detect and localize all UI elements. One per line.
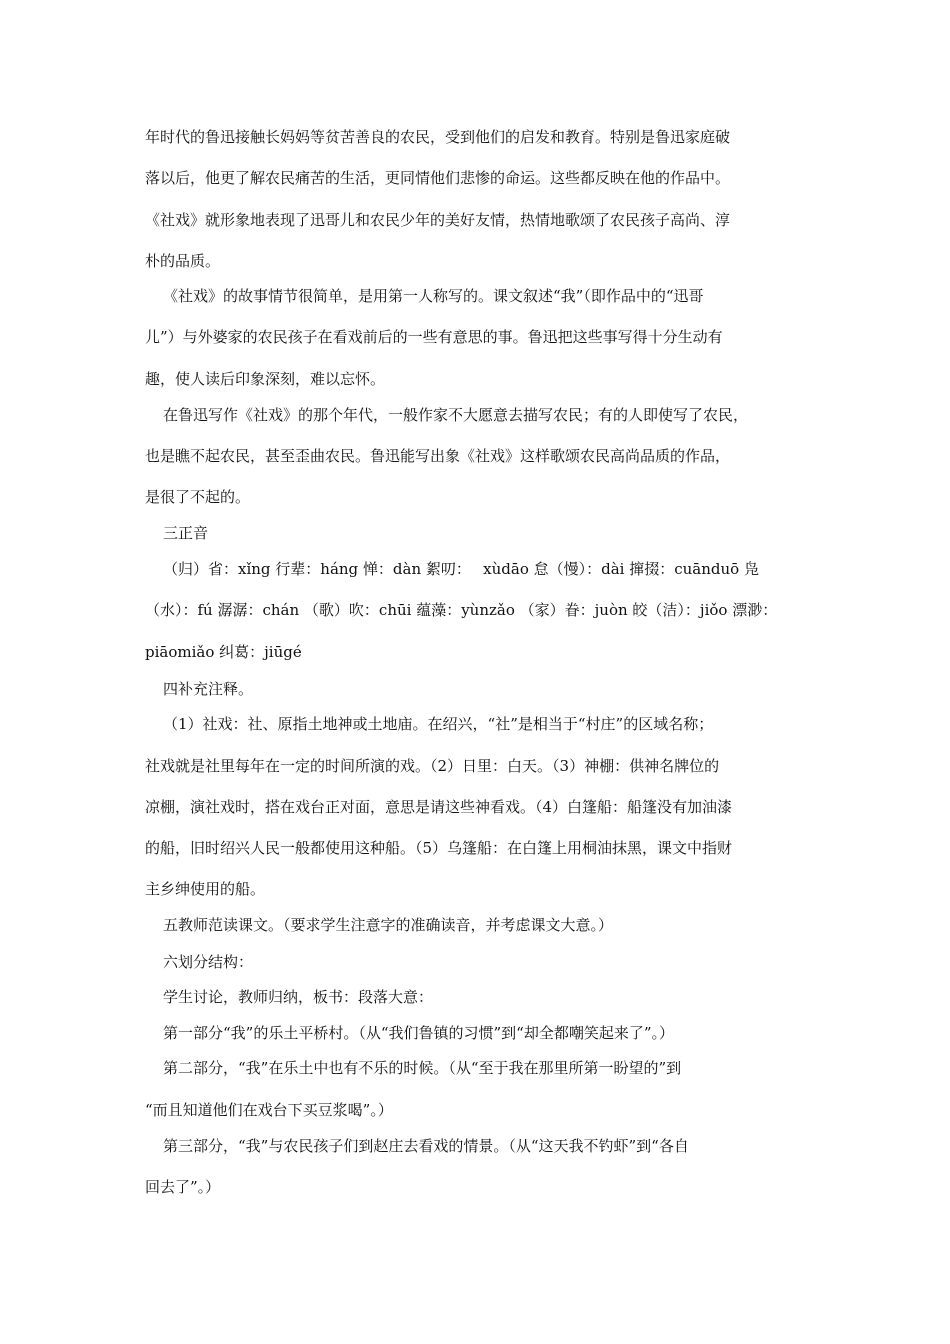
text-line: （1）社戏：社、原指土地神或土地庙。在绍兴，“社”是相当于“村庄”的区域名称； <box>163 715 714 733</box>
text-line: 学生讨论，教师归纳，板书：段落大意： <box>163 988 434 1006</box>
text-line: 是很了不起的。 <box>145 488 251 506</box>
text-line: 在鲁迅写作《社戏》的那个年代，一般作家不大愿意去描写农民；有的人即使写了农民， <box>163 406 749 424</box>
text-line: 年时代的鲁迅接触长妈妈等贫苦善良的农民，受到他们的启发和教育。特别是鲁迅家庭破 <box>145 128 731 146</box>
section-heading: 四补充注释。 <box>163 680 254 698</box>
text-line: 第一部分“我”的乐土平桥村。（从“我们鲁镇的习惯”到“却全都嘲笑起来了”。） <box>163 1024 675 1042</box>
text-line: （水）：fú 潺潺：chán （歌）吹：chūi 蕴藻：yùnzǎo （家）眷：juòn 皎（洁）：jiǒo 漂渺： <box>145 601 778 619</box>
section-heading: 六划分结构： <box>163 953 254 971</box>
text-line: piāomiǎo 纠葛：jiūgé <box>145 643 302 661</box>
text-line: “而且知道他们在戏台下买豆浆喝”。） <box>145 1101 393 1119</box>
section-heading: 五教师范读课文。（要求学生注意字的准确读音，并考虑课文大意。） <box>163 916 614 934</box>
section-heading: 三正音 <box>163 524 209 542</box>
text-line: 的船，旧时绍兴人民一般都使用这种船。（5）乌篷船：在白篷上用桐油抹黑，课文中指财 <box>145 839 733 857</box>
text-line: （归）省：xǐng 行辈：háng 惮：dàn 絮叨： xùdāo 怠（慢）：dài 撺掇：cuānduō 凫 <box>163 560 759 578</box>
text-line: 儿”）与外婆家的农民孩子在看戏前后的一些有意思的事。鲁迅把这些事写得十分生动有 <box>145 328 723 346</box>
text-line: 《社戏》的故事情节很简单，是用第一人称写的。课文叙述“我”（即作品中的“迅哥 <box>163 287 704 305</box>
text-line: 第二部分，“我”在乐土中也有不乐的时候。（从“至于我在那里所第一盼望的”到 <box>163 1059 682 1077</box>
text-line: 第三部分，“我”与农民孩子们到赵庄去看戏的情景。（从“这天我不钓虾”到“各自 <box>163 1137 689 1155</box>
text-line: 主乡绅使用的船。 <box>145 880 266 898</box>
text-line: 社戏就是社里每年在一定的时间所演的戏。（2）日里：白天。（3）神棚：供神名牌位的 <box>145 757 720 775</box>
text-line: 落以后，他更了解农民痛苦的生活，更同情他们悲惨的命运。这些都反映在他的作品中。 <box>145 169 731 187</box>
text-line: 回去了”。） <box>145 1178 221 1196</box>
text-line: 也是瞧不起农民，甚至歪曲农民。鲁迅能写出象《社戏》这样歌颂农民高尚品质的作品， <box>145 447 731 465</box>
text-line: 凉棚，演社戏时，搭在戏台正对面，意思是请这些神看戏。（4）白篷船：船篷没有加油漆 <box>145 798 733 816</box>
text-line: 趣，使人读后印象深刻，难以忘怀。 <box>145 370 386 388</box>
text-line: 《社戏》就形象地表现了迅哥儿和农民少年的美好友情，热情地歌颂了农民孩子高尚、淳 <box>145 211 731 229</box>
text-line: 朴的品质。 <box>145 252 221 270</box>
